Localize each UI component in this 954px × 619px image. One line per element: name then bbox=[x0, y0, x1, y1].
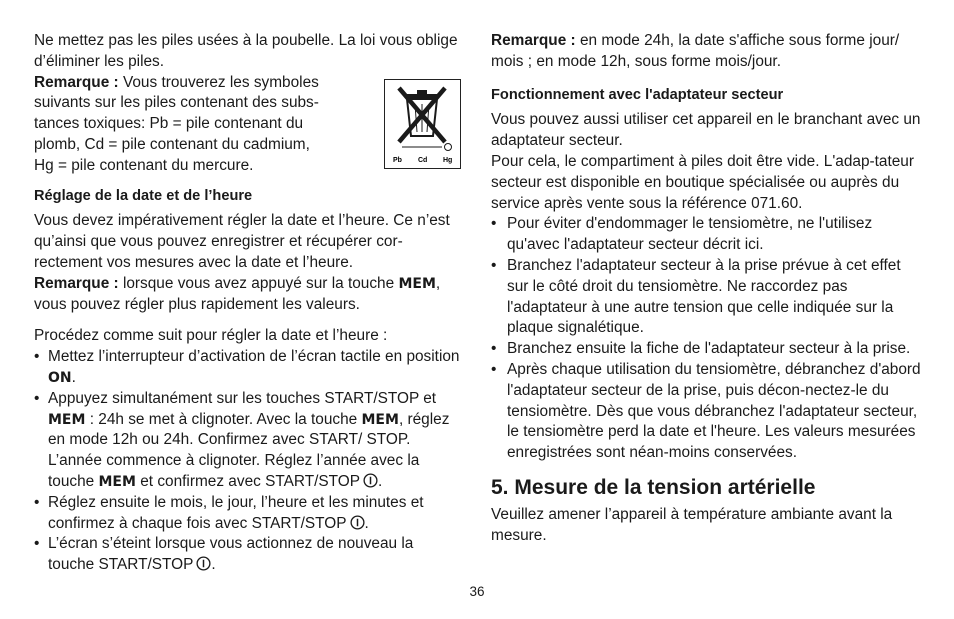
adapter-intro: Vous pouvez aussi utiliser cet appareil en le branchant avec un adaptateur secteur. bbox=[491, 111, 921, 150]
procedure-intro: Procédez comme suit pour régler la date et l’heure : bbox=[34, 327, 388, 345]
section-title: 5. Mesure de la tension artérielle bbox=[491, 475, 816, 499]
power-icon bbox=[350, 515, 365, 530]
pb-label: Pb bbox=[393, 157, 402, 164]
list-item: • Réglez ensuite le mois, le jour, l’heure et les minutes et confirmez à chaque fois avec START/STOP . bbox=[34, 493, 462, 535]
date-format-note: Remarque : en mode 24h, la date s'affiche sous forme jour/ mois ; en mode 12h, sous forme mois/jour. bbox=[491, 32, 900, 70]
battery-disposal-text: Ne mettez pas les piles usées à la poubelle. La loi vous oblige d’éliminer les piles. bbox=[34, 32, 458, 70]
date-time-intro: Vous devez impérativement régler la date et l’heure. Ce n’est qu’ainsi que vous pouvez enregistrer et récupérer cor-rectement vos mesures avec la date et l’heure. bbox=[34, 212, 450, 271]
section-text: Veuillez amener l’appareil à température ambiante avant la mesure. bbox=[491, 505, 893, 544]
mem-key: MEM bbox=[361, 411, 399, 428]
crossed-bin-icon bbox=[384, 79, 461, 169]
list-item: • Branchez l'adaptateur secteur à la prise prévue à cet effet sur le côté droit du tensiomètre. Ne raccordez pas l'adaptateur à une autre tension que celle indiquée sur la plaque signalétique. bbox=[491, 256, 923, 339]
power-icon bbox=[196, 556, 211, 571]
adapter-heading: Fonctionnement avec l'adaptateur secteur bbox=[491, 86, 784, 103]
date-time-heading: Réglage de la date et de l’heure bbox=[34, 187, 253, 204]
note-label: Remarque : bbox=[34, 73, 119, 91]
procedure-list bbox=[34, 347, 462, 576]
battery-note: Remarque : Vous trouverez les symboles suivants sur les piles contenant des subs- tances toxiques: Pb = pile contenant du plomb, Cd = pile contenant du cadmium, Hg = pile contenant du mercure. bbox=[34, 73, 319, 174]
hg-label: Hg bbox=[443, 157, 453, 164]
list-item: • Pour éviter d'endommager le tensiomètre, ne l'utilisez qu'avec l'adaptateur secteur décrit ici. bbox=[491, 214, 923, 256]
on-key: ON bbox=[48, 369, 72, 386]
cd-label: Cd bbox=[418, 157, 428, 164]
adapter-list bbox=[491, 214, 923, 464]
list-item: • Branchez ensuite la fiche de l'adaptateur secteur à la prise. bbox=[491, 339, 923, 360]
list-item: • L’écran s’éteint lorsque vous actionnez de nouveau la touche START/STOP . bbox=[34, 534, 462, 576]
page-number: 36 bbox=[469, 584, 485, 599]
mem-key: MEM bbox=[48, 411, 86, 428]
mem-key: MEM bbox=[98, 473, 136, 490]
right-column bbox=[491, 31, 923, 547]
mem-note: Remarque : lorsque vous avez appuyé sur la touche MEM, vous pouvez régler plus rapidement les valeurs. bbox=[34, 274, 441, 313]
adapter-details: Pour cela, le compartiment à piles doit être vide. L'adap-tateur secteur est disponible en boutique spécialisée ou auprès du service après vente sous la référence 071.60. bbox=[491, 152, 914, 212]
list-item: • Appuyez simultanément sur les touches START/STOP et MEM : 24h se met à clignoter. Avec la touche MEM, réglez en mode 12h ou 24h. Confirmez avec START/ STOP. L’année commence à clignoter. Réglez l’année avec la touche MEM et confirmez avec START/STOP . bbox=[34, 389, 462, 493]
power-icon bbox=[363, 473, 378, 488]
list-item: • Après chaque utilisation du tensiomètre, débranchez d'abord l'adaptateur secteur de la prise, puis décon-nectez-le du tensiomètre. Dès que vous débranchez l'adaptateur secteur, le tensiomètre perd la date et l'heure. Les valeurs mesurées enregistrées sont néan-moins conservées. bbox=[491, 360, 923, 464]
mem-key: MEM bbox=[398, 275, 436, 292]
list-item: • Mettez l’interrupteur d’activation de l’écran tactile en position ON. bbox=[34, 347, 462, 389]
crossed-bin-graphic bbox=[385, 80, 460, 168]
